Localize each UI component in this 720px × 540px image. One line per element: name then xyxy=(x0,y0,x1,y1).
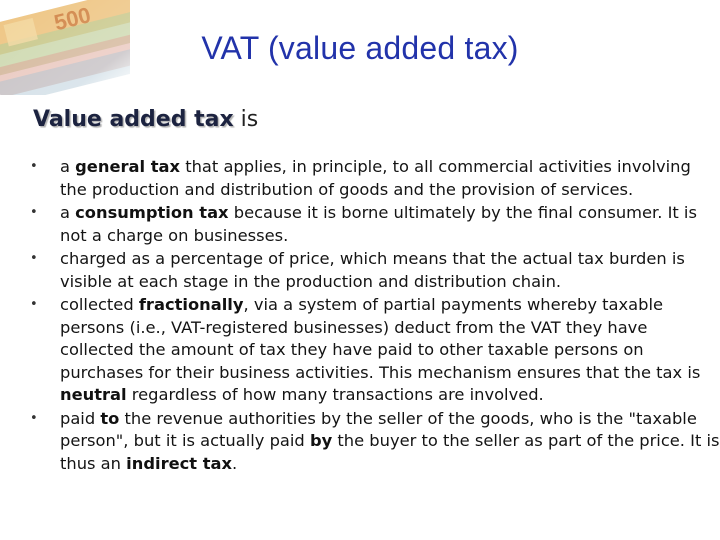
bullet-item xyxy=(30,156,720,201)
bullet-emphasis: fractionally xyxy=(138,295,244,314)
bullet-text: the buyer to the seller as part of the price. It is thus an xyxy=(60,431,720,473)
bullet-emphasis: general tax xyxy=(75,157,181,176)
bullet-text: a xyxy=(60,203,76,222)
bullet-item xyxy=(30,202,720,247)
bullet-marker: • xyxy=(30,251,38,266)
subtitle-term: Value added tax xyxy=(33,107,234,132)
bullet-marker: • xyxy=(30,297,38,312)
slide-subtitle xyxy=(33,107,258,132)
bullet-text: that applies, in principle, to all commercial activities involving the production and distribution of goods and the provision of services. xyxy=(60,157,691,199)
bullet-marker: • xyxy=(30,205,38,220)
bullet-marker: • xyxy=(30,410,38,426)
bullet-text: regardless of how many transactions are involved. xyxy=(126,385,544,404)
bullet-emphasis: by xyxy=(309,431,333,450)
subtitle-rest: is xyxy=(233,107,259,132)
bullet-text: a xyxy=(60,157,76,176)
bullet-list xyxy=(30,156,720,476)
bullet-text: , via a system of partial payments whereby taxable persons (i.e., VAT-registered businesses) deduct from the VAT they have collected the amount of tax they have paid to other taxable persons on purchases for their business activities. This mechanism ensures that the tax is xyxy=(60,295,701,382)
bullet-emphasis: neutral xyxy=(60,385,127,404)
slide-title: VAT (value added tax) xyxy=(201,30,519,66)
bullet-text: charged as a percentage of price, which means that the actual tax burden is visible at each stage in the production and distribution chain. xyxy=(60,249,685,291)
bullet-item xyxy=(30,248,720,293)
bullet-text: collected xyxy=(60,295,139,314)
bullet-emphasis: indirect tax xyxy=(126,453,233,473)
bullet-text: . xyxy=(232,453,238,473)
bullet-text: the revenue authorities by the seller of the goods, who is the "taxable person", but it is actually paid xyxy=(60,408,697,450)
bullet-text: paid xyxy=(60,408,101,428)
bullet-marker: • xyxy=(30,159,38,174)
bullet-emphasis: consumption tax xyxy=(75,203,229,222)
bullet-item xyxy=(30,294,720,407)
bullet-item xyxy=(30,408,720,476)
bullet-emphasis: to xyxy=(100,408,120,428)
bullet-text: because it is borne ultimately by the final consumer. It is not a charge on businesses. xyxy=(60,203,697,245)
euro-banknotes-icon xyxy=(0,0,130,95)
